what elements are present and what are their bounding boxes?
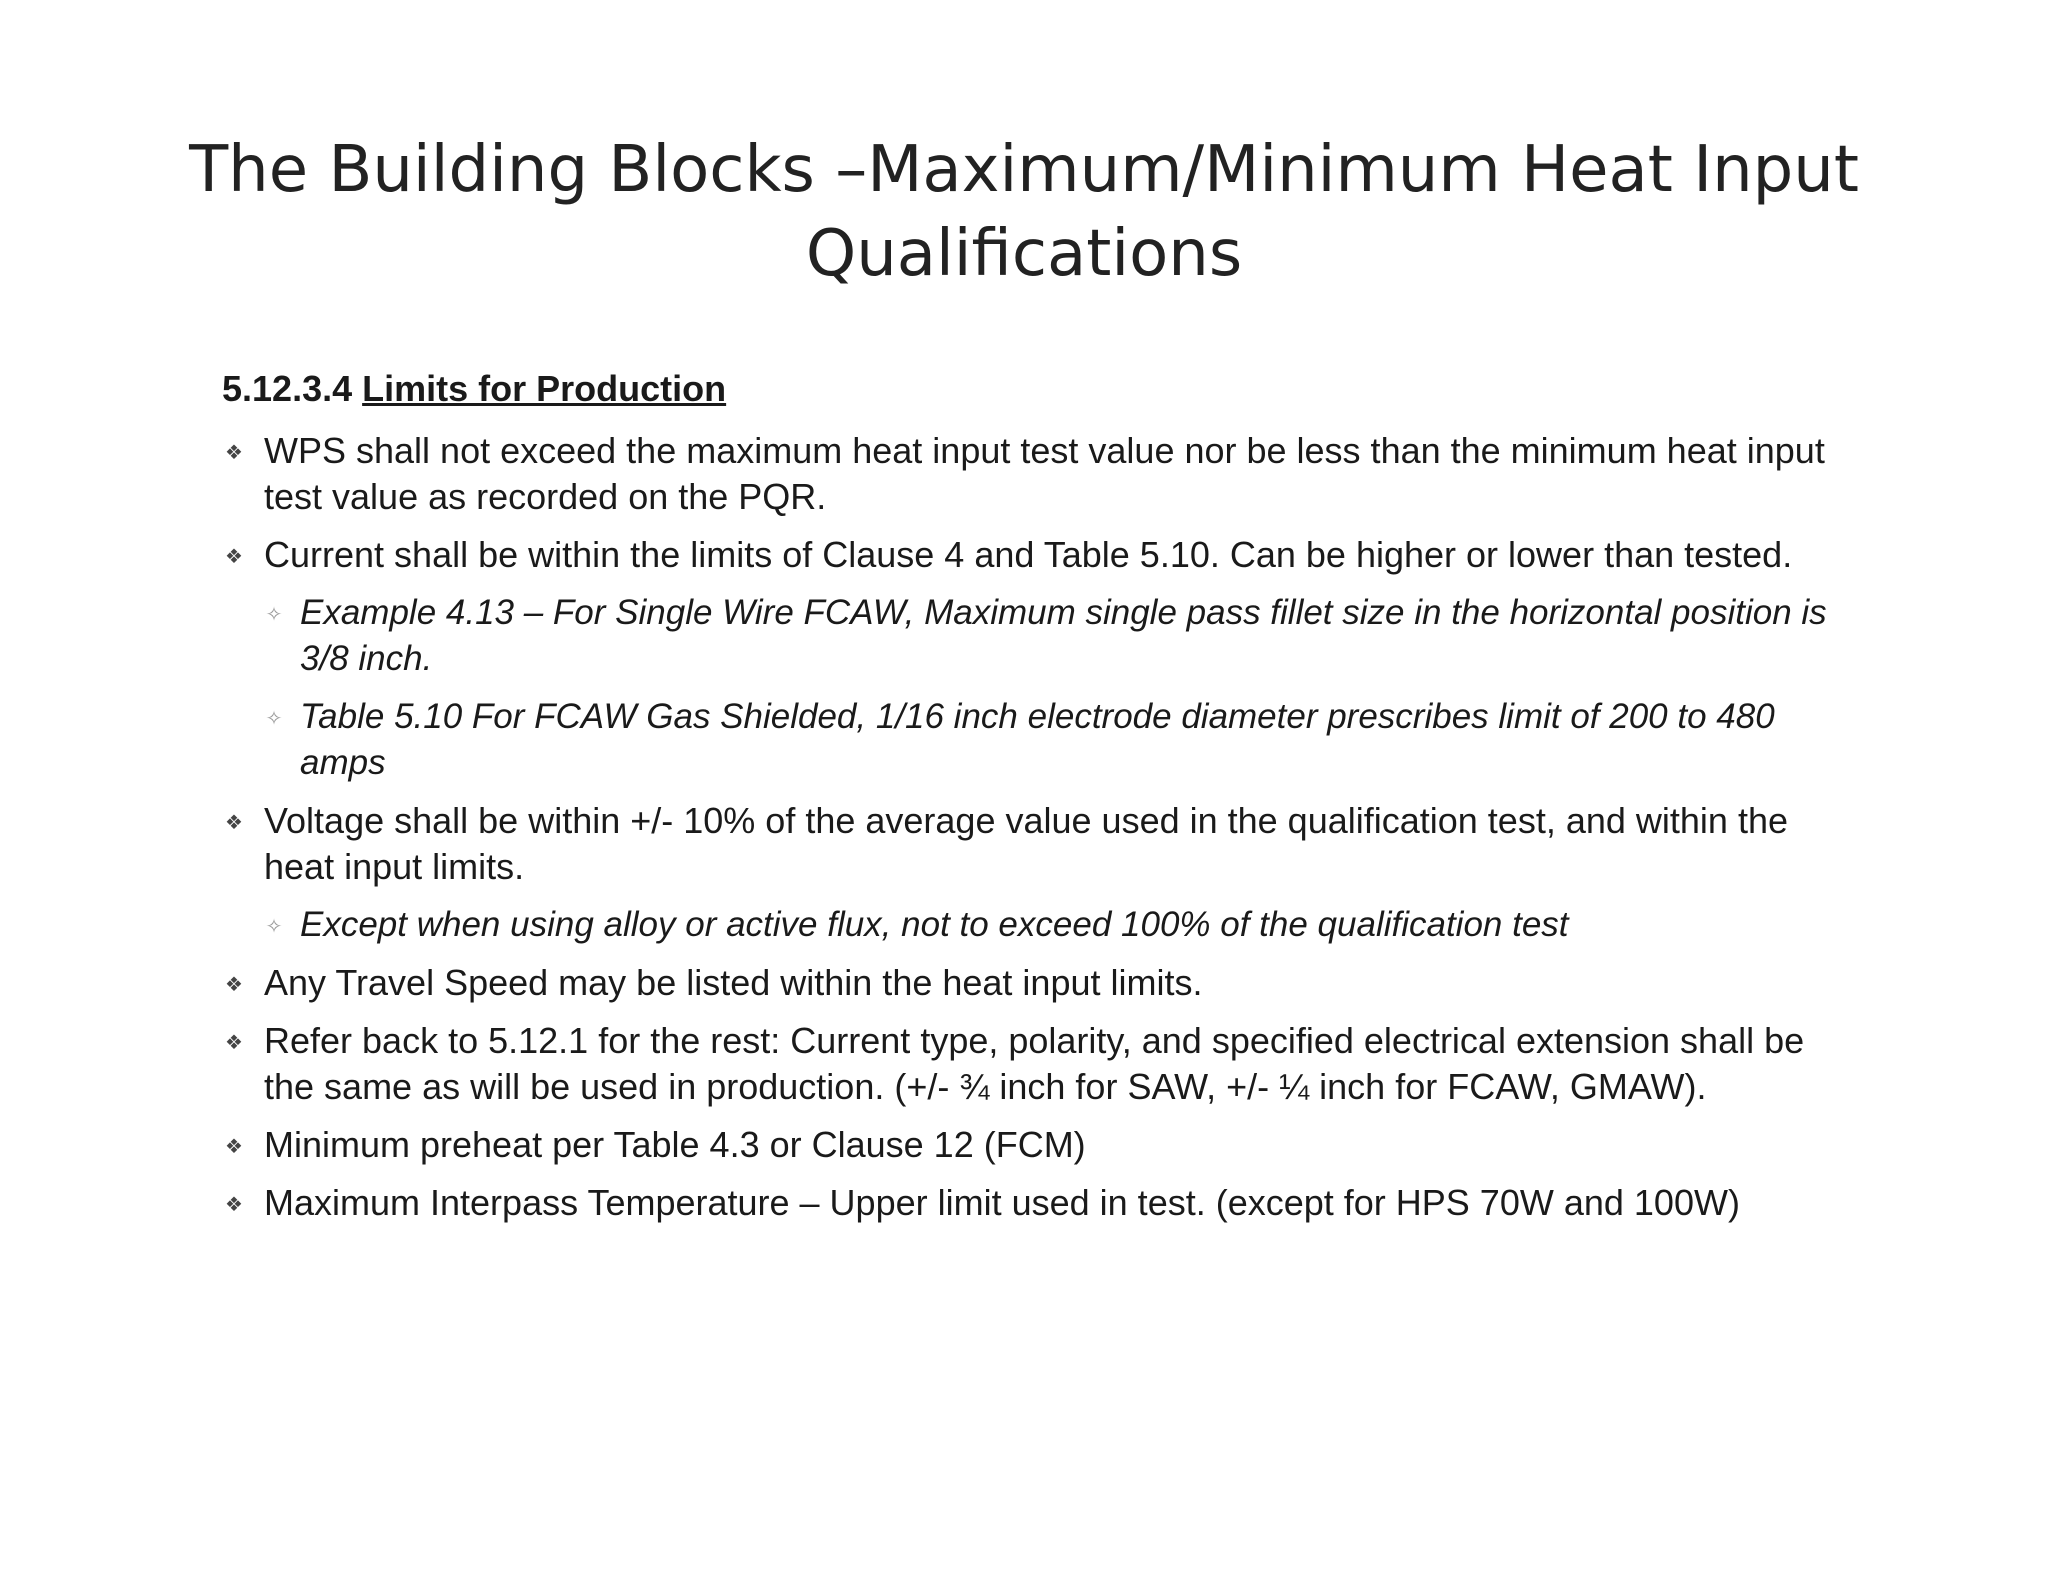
- list-item: [222, 1018, 1832, 1110]
- page-title-line-1: The Building Blocks –Maximum/Minimum Heat Input: [189, 133, 1859, 207]
- list-item: [222, 960, 1832, 1006]
- slide-content: [222, 368, 1832, 1238]
- section-title: Limits for Production: [362, 368, 727, 409]
- list-item: [222, 1122, 1832, 1168]
- diamond-dots-hollow-icon: ✧: [265, 604, 283, 626]
- diamond-dots-hollow-icon: ✧: [265, 916, 283, 938]
- diamond-dots-icon: ❖: [225, 546, 243, 568]
- diamond-dots-icon: ❖: [225, 1136, 243, 1158]
- sub-list-item-text: Table 5.10 For FCAW Gas Shielded, 1/16 inch electrode diameter prescribes limit of 200 to 480 amps: [300, 697, 1775, 782]
- bullet-list: [222, 428, 1832, 1226]
- page-title-line-2: Qualifications: [805, 217, 1243, 291]
- list-item: [222, 1180, 1832, 1226]
- sub-list-item-text: Except when using alloy or active flux, not to exceed 100% of the qualification test: [300, 905, 1569, 944]
- list-item: [222, 428, 1832, 520]
- diamond-dots-icon: ❖: [225, 1032, 243, 1054]
- sub-list-item-text: Example 4.13 – For Single Wire FCAW, Maximum single pass fillet size in the horizontal position is 3/8 inch.: [300, 593, 1827, 678]
- diamond-dots-hollow-icon: ✧: [265, 708, 283, 730]
- sub-list-item: [222, 694, 1832, 786]
- list-item-text: WPS shall not exceed the maximum heat input test value nor be less than the minimum heat input test value as recorded on the PQR.: [264, 430, 1825, 517]
- list-item-text: Any Travel Speed may be listed within the heat input limits.: [264, 962, 1203, 1003]
- section-number: 5.12.3.4: [222, 368, 353, 409]
- diamond-dots-icon: ❖: [225, 442, 243, 464]
- list-item: [222, 798, 1832, 890]
- list-item: [222, 532, 1832, 578]
- diamond-dots-icon: ❖: [225, 1194, 243, 1216]
- list-item-text: Voltage shall be within +/- 10% of the average value used in the qualification test, and within the heat input limits.: [264, 800, 1788, 887]
- list-item-text: Current shall be within the limits of Clause 4 and Table 5.10. Can be higher or lower than tested.: [264, 534, 1793, 575]
- list-item-text: Maximum Interpass Temperature – Upper limit used in test. (except for HPS 70W and 100W): [264, 1182, 1740, 1223]
- list-item-text: Minimum preheat per Table 4.3 or Clause 12 (FCM): [264, 1124, 1086, 1165]
- page-title: [0, 128, 2048, 296]
- section-heading: [222, 368, 1832, 410]
- sub-list-item: [222, 902, 1832, 948]
- list-item-text: Refer back to 5.12.1 for the rest: Current type, polarity, and specified electrical extension shall be the same as will be used in production. (+/- ¾ inch for SAW, +/- ¼ inch for FCAW, GMAW).: [264, 1020, 1805, 1107]
- sub-list-item: [222, 590, 1832, 682]
- diamond-dots-icon: ❖: [225, 974, 243, 996]
- diamond-dots-icon: ❖: [225, 812, 243, 834]
